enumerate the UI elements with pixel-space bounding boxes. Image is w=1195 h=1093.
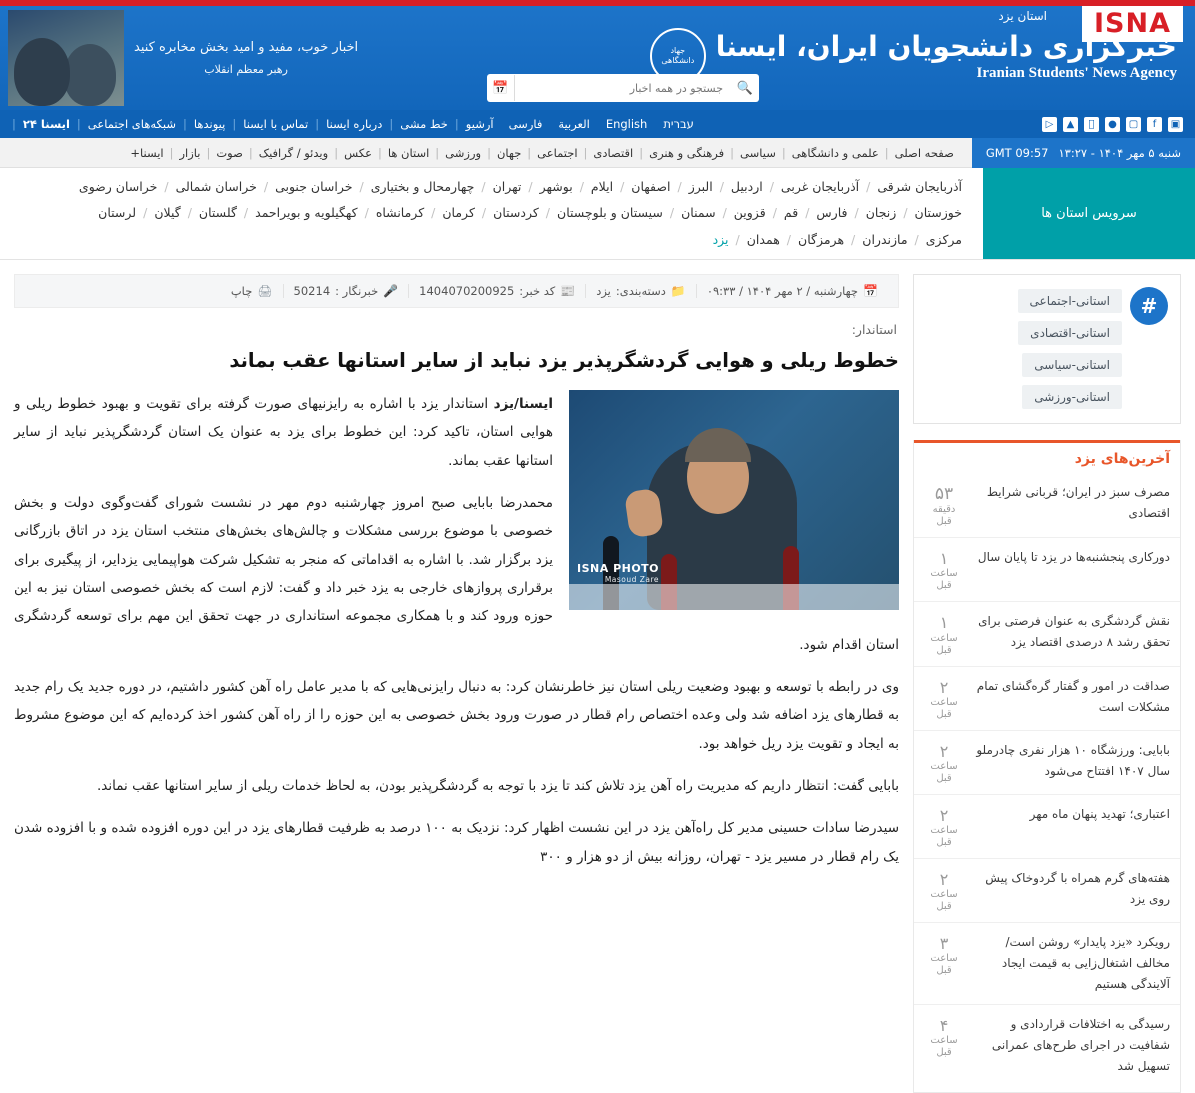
divider: |: [527, 145, 532, 160]
latest-item-text[interactable]: نقش گردشگری به عنوان فرصتی برای تحقق رشد ۸ درصدی اقتصاد یزد: [978, 614, 1170, 650]
search-input[interactable]: [515, 75, 731, 101]
article-kicker: استاندار:: [851, 321, 897, 337]
social-icons: [1036, 117, 1183, 132]
latest-item-time-unit: ساعت قبل: [930, 760, 958, 784]
logo-text-en: Iranian Students' News Agency: [976, 65, 1177, 81]
latest-item-time: [924, 932, 964, 977]
latest-item-time-unit: دقیقه قبل: [932, 504, 956, 528]
menu-politics[interactable]: سیاسی: [740, 145, 776, 160]
province-markazi[interactable]: مرکزی: [925, 231, 962, 247]
divider: /: [187, 205, 192, 221]
telegram-icon[interactable]: ▷: [1042, 117, 1057, 132]
search-box[interactable]: [487, 74, 759, 102]
latest-item-time-unit: ساعت قبل: [930, 825, 958, 849]
divider: /: [851, 231, 856, 247]
list-item[interactable]: [914, 602, 1180, 666]
divider: /: [143, 205, 148, 221]
menu-society[interactable]: اجتماعی: [537, 145, 578, 160]
divider: /: [243, 205, 249, 221]
photo-credit: [577, 562, 659, 584]
province-mazandaran[interactable]: مازندران: [862, 231, 908, 247]
latest-news-header: [914, 440, 1180, 473]
list-item[interactable]: [914, 795, 1180, 859]
divider: /: [903, 205, 908, 221]
province-azarbaijan-sharghi[interactable]: آذربایجان شرقی: [877, 179, 962, 194]
latest-item-time-unit: ساعت قبل: [930, 696, 958, 720]
divider: /: [359, 179, 364, 194]
tag-economy[interactable]: استانی-اقتصادی: [1018, 321, 1122, 345]
latest-news-list: [914, 473, 1180, 1093]
list-item[interactable]: [914, 667, 1180, 731]
header-province-label: استان یزد: [998, 9, 1047, 23]
divider: /: [579, 179, 584, 194]
divider: /: [545, 205, 551, 221]
latest-item-time: [924, 547, 964, 592]
divider: /: [854, 205, 859, 221]
article-photo: [569, 390, 899, 610]
divider: /: [481, 205, 487, 221]
list-item[interactable]: [914, 859, 1180, 923]
divider: |: [487, 145, 491, 160]
meta-code-label: کد خبر:: [519, 283, 556, 298]
province-ilam[interactable]: ایلام: [590, 179, 614, 194]
menu-home[interactable]: صفحه اصلی: [894, 145, 954, 160]
nav-about[interactable]: درباره ایسنا: [326, 117, 383, 131]
menu-economy[interactable]: اقتصادی: [593, 145, 634, 160]
banner-slogan-line1: اخبار خوب، مفید و امید بخش مخابره کنید: [134, 40, 359, 56]
article-figure: [569, 390, 899, 610]
photo-desk: [569, 584, 899, 610]
menu-provinces[interactable]: استان ها: [387, 145, 430, 160]
photo-credit-main: ISNA PHOTO: [577, 561, 660, 575]
province-kerman[interactable]: کرمان: [442, 205, 475, 221]
province-fars[interactable]: فارس: [816, 205, 848, 221]
province-hamedan[interactable]: همدان: [746, 231, 780, 247]
divider: /: [722, 205, 727, 221]
latest-item-time: [924, 676, 964, 721]
article-paragraph-4: بابایی گفت: انتظار داریم که مدیریت راه آهن یزد تلاش کند تا یزد با توجه به گردشگرپذیر بودن، به لحاظ خدمات ریلی از سایر استانها عقب نماند.: [96, 778, 899, 795]
meta-category-value[interactable]: یزد: [596, 283, 611, 298]
lead-label: ایسنا/یزد: [493, 395, 553, 412]
latest-item-time: [924, 804, 964, 849]
page-title: خطوط ریلی و هوایی گردشگرپذیر یزد نباید از سایر استانها عقب بماند: [229, 348, 899, 372]
photo-credit-sub: Masoud Zare: [604, 574, 660, 584]
latest-item-text[interactable]: دورکاری پنجشنبه‌ها در یزد تا پایان سال: [977, 550, 1170, 565]
article-column: [14, 274, 899, 1093]
meta-date: [697, 284, 888, 298]
latest-news-title: آخرین‌های یزد: [1074, 450, 1170, 467]
nav-social-networks[interactable]: شبکه‌های اجتماعی: [87, 117, 177, 131]
province-tehran[interactable]: تهران: [492, 179, 522, 194]
seal-line-2: دانشگاهی: [661, 56, 695, 65]
meta-code-value: 1404070200925: [419, 283, 515, 298]
divider: /: [735, 231, 740, 247]
lang-farsi[interactable]: فارسی: [508, 117, 543, 131]
sidebar: [913, 274, 1181, 1093]
latest-item-text[interactable]: رویکرد «یزد پایدار» روشن است/مخالف اشتغال‌زایی به قیمت ایجاد آلایندگی هستیم: [1001, 935, 1170, 992]
menu-isna-plus[interactable]: ایسنا+: [130, 145, 164, 160]
menu-culture[interactable]: فرهنگی و هنری: [649, 145, 725, 160]
latest-news-box: [913, 440, 1181, 1093]
divider: |: [206, 145, 211, 160]
list-item[interactable]: [914, 538, 1180, 602]
divider: /: [481, 179, 486, 194]
nav-links[interactable]: پیوندها: [193, 117, 226, 131]
tag-social[interactable]: استانی-اجتماعی: [1018, 289, 1122, 313]
divider: |: [454, 117, 459, 131]
province-semnan[interactable]: سمنان: [681, 205, 716, 221]
province-service-bar: [0, 168, 1195, 260]
utility-links: [12, 117, 501, 131]
latest-item-time: [924, 611, 964, 656]
utility-navbar: [0, 110, 1195, 138]
nav-isna24[interactable]: ایسنا ۲۴: [22, 117, 70, 131]
main-navbar: [0, 138, 1195, 168]
article-body: [14, 390, 899, 885]
hashtag-icon: #: [1130, 287, 1168, 325]
province-zanjan[interactable]: زنجان: [865, 205, 897, 221]
language-switcher: [501, 117, 702, 131]
divider: |: [781, 145, 786, 160]
latest-item-time: [924, 482, 964, 528]
divider: /: [677, 179, 682, 194]
article-paragraph-1-text: استاندار یزد با اشاره به رایزنیهای صورت گرفته برای تقویت و بهبود خطوط ریلی و هوایی استان، تاکید کرد: این خطوط برای یزد به عنوان یک استان گردشگرپذیر نباید از سایر استانها عقب بماند.: [14, 395, 553, 469]
article-paragraph-2: محمدرضا بابایی صبح امروز چهارشنبه دوم مهر در نشست شورای گفت‌وگوی دولت و بخش خصوصی با موضوع بررسی مشکلات و چالش‌های بخش‌های منتخب استان یزد در اتاق بازرگانی یزد برگزار شد. با اشاره به اقداماتی که منجر به تشکیل شرکت هواپیمایی یزدایر، از پیگیری برای برقراری پروازهای خارجی به یزد خبر داد و گفت: لازم است که بخش خصوصی استان نیز به این حوزه ورود کند و با همکاری مجموعه استانداری در جهت تحقق این مهم برای توسعه گردشگری استان اقدام شود.: [14, 494, 899, 653]
tag-list: [926, 289, 1122, 409]
divider: /: [364, 205, 369, 221]
facebook-icon[interactable]: f: [1147, 117, 1162, 132]
tag-politics[interactable]: استانی-سیاسی: [1022, 353, 1122, 377]
menu-bazaar[interactable]: بازار: [179, 145, 201, 160]
latest-item-time-number: ۲: [939, 741, 949, 761]
calendar-icon[interactable]: 📅: [487, 75, 515, 101]
meta-reporter[interactable]: [284, 284, 410, 298]
divider: |: [76, 117, 81, 131]
province-kermanshah[interactable]: کرمانشاه: [375, 205, 425, 221]
province-kohgiluyeh[interactable]: کهگیلویه و بویراحمد: [255, 205, 358, 221]
divider: |: [389, 117, 394, 131]
latest-item-time-number: ۳: [939, 934, 949, 954]
divider: /: [786, 231, 792, 247]
lang-hebrew[interactable]: עברית: [663, 117, 694, 131]
latest-item-text[interactable]: بابایی: ورزشگاه ۱۰ هزار نفری چادرملو سال ۱۴۰۷ افتتاح می‌شود: [976, 742, 1170, 778]
latest-item-time: [924, 1014, 964, 1059]
menu-photo[interactable]: عکس: [344, 145, 372, 160]
list-item[interactable]: [914, 731, 1180, 795]
nav-archive[interactable]: آرشیو: [465, 117, 494, 131]
province-qom[interactable]: قم: [783, 205, 799, 221]
province-kurdistan[interactable]: کردستان: [493, 205, 539, 221]
divider: /: [620, 179, 625, 194]
province-alborz[interactable]: البرز: [688, 179, 713, 194]
province-hormozgan[interactable]: هرمزگان: [798, 231, 845, 247]
divider: |: [334, 145, 339, 160]
province-row-3: [0, 227, 969, 253]
province-row-1: [0, 174, 969, 200]
divider: |: [884, 145, 889, 160]
gmt-time: GMT 09:57: [985, 145, 1049, 160]
latest-item-time: [924, 868, 964, 913]
isna-logo-badge[interactable]: ISNA: [1082, 6, 1183, 42]
latest-item-text[interactable]: رسیدگی به اختلافات قراردادی و شفافیت در اجرای طرح‌های عمرانی تسهیل شد: [991, 1017, 1170, 1074]
calendar-icon: 📅: [863, 283, 878, 298]
province-khorasan-shomali[interactable]: خراسان شمالی: [175, 179, 257, 194]
print-label[interactable]: چاپ: [230, 283, 253, 298]
latest-item-time-unit: ساعت قبل: [930, 889, 958, 913]
latest-item-text[interactable]: صداقت در امور و گفتار گره‌گشای تمام مشکلات است: [976, 678, 1170, 714]
province-row-2: [0, 200, 969, 226]
apple-icon[interactable]: [1084, 117, 1099, 132]
printer-icon[interactable]: 🖨: [257, 283, 273, 298]
search-icon[interactable]: 🔍: [736, 80, 754, 96]
nav-contact[interactable]: تماس با ایسنا: [243, 117, 309, 131]
divider: |: [248, 145, 253, 160]
latest-item-time-unit: ساعت قبل: [930, 632, 958, 656]
divider: /: [528, 179, 533, 194]
banner-slogan-line2: رهبر معظم انقلاب: [204, 62, 288, 76]
menu-science[interactable]: علمی و دانشگاهی: [791, 145, 879, 160]
site-header: [0, 6, 1195, 110]
article-meta-bar: [14, 274, 899, 308]
list-item[interactable]: [914, 923, 1180, 1005]
lang-arabic[interactable]: العربية: [558, 117, 590, 131]
leaders-portrait: [8, 10, 124, 106]
province-links: [0, 168, 983, 259]
tag-sports[interactable]: استانی-ورزشی: [1022, 385, 1122, 409]
divider: |: [435, 145, 440, 160]
meta-category-label: دسته‌بندی:: [615, 283, 666, 298]
seal-line-1: جهاد: [670, 46, 686, 55]
meta-reporter-value[interactable]: 50214: [293, 283, 331, 298]
divider: |: [169, 145, 174, 160]
folder-icon: 📁: [670, 283, 686, 298]
divider: |: [315, 117, 320, 131]
province-ardabil[interactable]: اردبیل: [730, 179, 763, 194]
latest-item-text[interactable]: مصرف سبز در ایران؛ قربانی شرایط اقتصادی: [986, 484, 1170, 520]
latest-item-time-number: ۱: [939, 613, 949, 633]
province-yazd[interactable]: یزد: [712, 231, 729, 247]
divider: /: [164, 179, 169, 194]
latest-item-time-number: ۲: [939, 870, 949, 890]
latest-item-text[interactable]: هفته‌های گرم همراه با گردوخاک پیش روی یزد: [985, 871, 1170, 907]
article-paragraph-5: سیدرضا سادات حسینی مدیر کل راه‌آهن یزد در این نشست اظهار کرد: نزدیک به ۱۰۰ درصد به ظرفیت قطارهای یزد در این دوره افزوده شده و با افزوده شدن یک رام قطار در مسیر یزد - تهران، روزانه بیش از دو هزار و ۳۰۰: [14, 820, 900, 865]
latest-item-text[interactable]: اعتباری؛ تهدید پنهان ماه مهر: [1029, 806, 1170, 821]
menu-sports[interactable]: ورزشی: [445, 145, 482, 160]
province-lorestan[interactable]: لرستان: [98, 205, 137, 221]
province-khorasan-razavi[interactable]: خراسان رضوی: [78, 179, 158, 194]
print-button[interactable]: [221, 284, 284, 298]
divider: |: [730, 145, 734, 160]
menu-audio[interactable]: صوت: [216, 145, 243, 160]
meta-date-value: چهارشنبه / ۲ مهر ۱۴۰۴ / ۰۹:۳۳: [706, 283, 859, 298]
latest-item-time-unit: ساعت قبل: [930, 953, 958, 977]
province-gilan[interactable]: گیلان: [154, 205, 181, 221]
province-khorasan-jonubi[interactable]: خراسان جنوبی: [275, 179, 353, 194]
aparat-icon[interactable]: ▣: [1168, 117, 1183, 132]
twitter-icon[interactable]: ●: [1105, 117, 1120, 132]
newspaper-icon: 📰: [560, 283, 576, 298]
tag-box: [913, 274, 1181, 424]
microphone-icon: 🎤: [383, 283, 399, 298]
menu-world[interactable]: جهان: [496, 145, 522, 160]
nav-policy[interactable]: خط مشی: [400, 117, 448, 131]
latest-item-time-unit: ساعت قبل: [930, 568, 958, 592]
latest-item-time-number: ۴: [939, 1016, 949, 1036]
menu-video-graphic[interactable]: ویدئو / گرافیک: [258, 145, 329, 160]
logo-text-fa: خبرگزاری دانشجویان ایران، ایسنا: [715, 30, 1177, 63]
datetime-block: [972, 138, 1195, 168]
lang-english[interactable]: English: [605, 117, 648, 131]
divider: |: [377, 145, 382, 160]
divider: |: [232, 117, 237, 131]
province-service-title: سرویس استان ها: [983, 168, 1195, 259]
divider: /: [719, 179, 724, 194]
section-menu: [124, 146, 972, 160]
divider: /: [431, 205, 436, 221]
instagram-icon[interactable]: ▢: [1126, 117, 1141, 132]
meta-news-code: [409, 284, 586, 298]
latest-item-time-number: ۵۳: [934, 483, 954, 504]
banner-slogan: [134, 36, 358, 79]
province-khuzestan[interactable]: خوزستان: [914, 205, 962, 221]
divider: /: [805, 205, 810, 221]
divider: /: [263, 179, 269, 194]
latest-item-time-number: ۲: [939, 677, 949, 697]
divider: /: [769, 179, 774, 194]
province-bushehr[interactable]: بوشهر: [539, 179, 573, 194]
divider: /: [669, 205, 675, 221]
meta-category[interactable]: [586, 284, 697, 298]
divider: |: [12, 117, 16, 131]
latest-item-time: [924, 740, 964, 785]
list-item[interactable]: [914, 1005, 1180, 1086]
province-golestan[interactable]: گلستان: [198, 205, 237, 221]
page-body: [0, 260, 1195, 1093]
latest-item-time-number: ۱: [939, 549, 949, 569]
latest-item-time-unit: ساعت قبل: [930, 1035, 958, 1059]
latest-item-time-number: ۲: [939, 805, 949, 825]
divider: |: [183, 117, 187, 131]
province-azarbaijan-gharbi[interactable]: آذربایجان غربی: [780, 179, 860, 194]
article-paragraph-3: وی در رابطه با توسعه و بهبود وضعیت ریلی استان نیز خاطرنشان کرد: به دنبال رایزنی‌هایی که با مدیر عامل راه آهن کشور داشتیم، در دوره جدید یک رام جدید به قطارهای یزد اضافه شد ولی وعده اختصاص رام قطار در صورت ورود بخش خصوصی به این حوزه را از راه آهن کشور اخذ کرده‌ایم که این موضوع مشروط به ایجاد و تقویت یزد ریل خواهد بود.: [14, 679, 899, 752]
date-fa: شنبه ۵ مهر ۱۴۰۴ - ۱۳:۲۷: [1058, 145, 1181, 160]
leader-banner: [8, 10, 358, 106]
divider: |: [639, 145, 644, 160]
province-qazvin[interactable]: قزوین: [733, 205, 766, 221]
android-icon[interactable]: ▲: [1063, 117, 1078, 132]
meta-reporter-label: خبرنگار :: [335, 283, 379, 298]
divider: /: [866, 179, 871, 194]
province-isfahan[interactable]: اصفهان: [631, 179, 671, 194]
divider: /: [914, 231, 919, 247]
list-item[interactable]: [914, 473, 1180, 538]
divider: |: [583, 145, 588, 160]
province-sistan[interactable]: سیستان و بلوچستان: [557, 205, 663, 221]
province-chaharmahal[interactable]: چهارمحال و بختیاری: [370, 179, 475, 194]
divider: /: [772, 205, 777, 221]
